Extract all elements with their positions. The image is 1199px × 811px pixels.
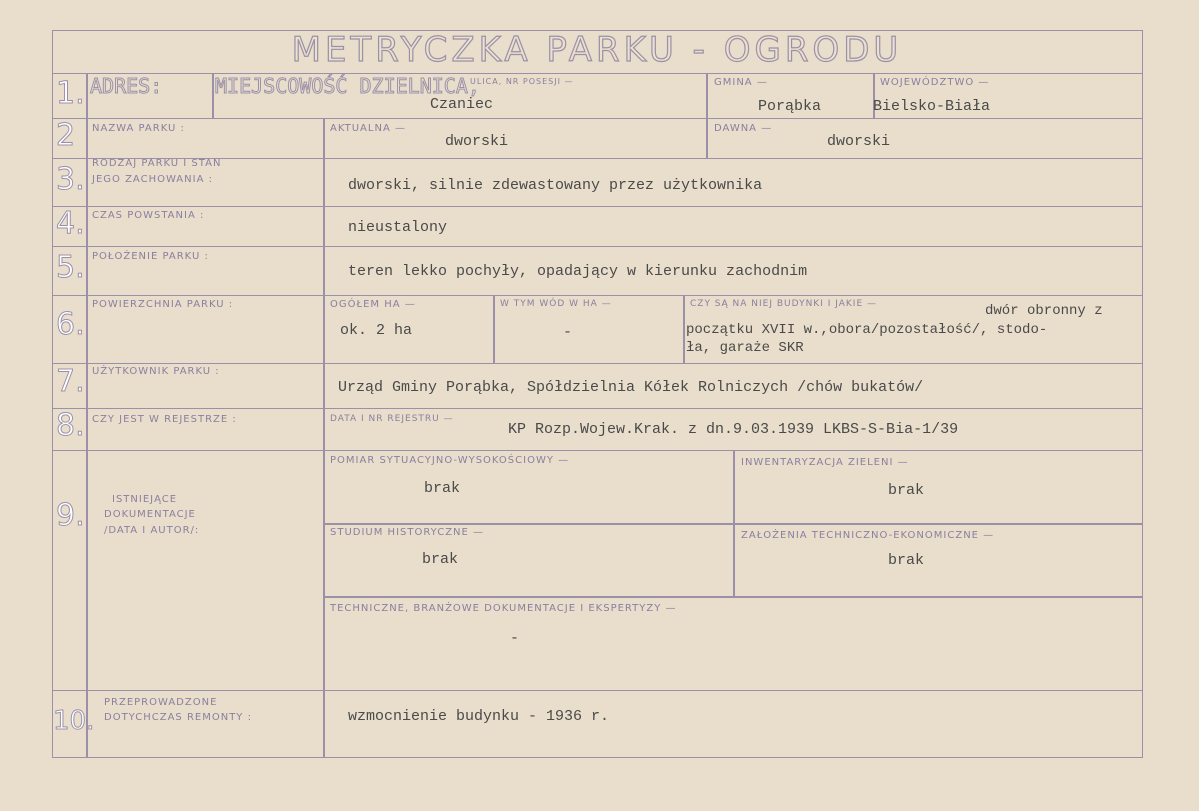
dawna-value: dworski xyxy=(827,133,891,150)
wod-value: - xyxy=(563,324,573,341)
dokumentacje-label: ISTNIEJĄCE xyxy=(112,494,178,505)
budynki-value: dwór obronny z xyxy=(985,303,1103,319)
row-number: 10. xyxy=(53,706,95,736)
rodzaj-value: dworski, silnie zdewastowany przez użytkownika xyxy=(348,177,763,194)
czas-value: nieustalony xyxy=(348,219,448,236)
dawna-label: DAWNA — xyxy=(714,123,773,134)
uzytkownik-value: Urząd Gminy Porąbka, Spółdzielnia Kółek Rolniczych /chów bukatów/ xyxy=(338,379,924,396)
rodzaj-label: RODZAJ PARKU I STAN xyxy=(92,158,222,169)
rejestr-value: KP Rozp.Wojew.Krak. z dn.9.03.1939 LKBS-S-Bia-1/39 xyxy=(508,421,959,438)
row-number: 8. xyxy=(56,408,85,443)
divider xyxy=(493,295,495,364)
wojewodztwo-label: WOJEWÓDZTWO — xyxy=(880,77,990,88)
ogolem-value: ok. 2 ha xyxy=(340,322,413,339)
techniczne-label: TECHNICZNE, BRANŻOWE DOKUMENTACJE I EKSPERTYZY — xyxy=(330,603,677,614)
inwentaryzacja-value: brak xyxy=(888,482,925,499)
row-9 xyxy=(52,450,1143,691)
budynki-value: ła, garaże SKR xyxy=(686,340,804,356)
remonty-value: wzmocnienie budynku - 1936 r. xyxy=(348,708,610,725)
budynki-label: CZY SĄ NA NIEJ BUDYNKI I JAKIE — xyxy=(690,299,877,309)
gmina-value: Porąbka xyxy=(758,98,822,115)
num-divider xyxy=(86,73,88,758)
row-number: 5. xyxy=(56,250,85,285)
row-number: 7. xyxy=(56,364,85,399)
row-number: 1. xyxy=(56,76,85,111)
studium-value: brak xyxy=(422,551,459,568)
uzytkownik-label: UŻYTKOWNIK PARKU : xyxy=(92,366,220,377)
budynki-value: początku XVII w.,obora/pozostałość/, stodo- xyxy=(686,322,1048,338)
row-number: 2 xyxy=(56,118,76,153)
pomiar-label: POMIAR SYTUACYJNO-WYSOKOŚCIOWY — xyxy=(330,455,570,466)
techniczne-value: - xyxy=(510,630,520,647)
ogolem-label: OGÓŁEM HA — xyxy=(330,299,416,310)
remonty-label: DOTYCHCZAS REMONTY : xyxy=(104,712,252,723)
aktualna-label: AKTUALNA — xyxy=(330,123,406,134)
gmina-label: GMINA — xyxy=(714,77,768,88)
miejscowosc-label: MIEJSCOWOŚĆ DZIELNICA, xyxy=(215,74,480,98)
dokumentacje-label: DOKUMENTACJE xyxy=(104,509,196,520)
inwentaryzacja-label: INWENTARYZACJA ZIELENI — xyxy=(741,457,909,468)
rodzaj-label: JEGO ZACHOWANIA : xyxy=(92,174,213,185)
rejestr-label: CZY JEST W REJESTRZE : xyxy=(92,414,237,425)
data-rejestru-label: DATA I NR REJESTRU — xyxy=(330,414,454,424)
divider xyxy=(706,73,708,159)
divider xyxy=(323,118,325,758)
row-number: 4. xyxy=(56,206,85,241)
remonty-label: PRZEPROWADZONE xyxy=(104,697,218,708)
miejscowosc-value: Czaniec xyxy=(430,96,494,113)
row-number: 6. xyxy=(56,307,85,342)
divider xyxy=(323,523,1143,525)
ulica-label: ULICA, NR POSESJI — xyxy=(470,77,574,86)
czas-label: CZAS POWSTANIA : xyxy=(92,210,205,221)
powierzchnia-label: POWIERZCHNIA PARKU : xyxy=(92,299,234,310)
divider xyxy=(212,73,214,119)
row-2 xyxy=(52,118,1143,159)
divider xyxy=(323,596,1143,598)
row-4 xyxy=(52,206,1143,247)
studium-label: STUDIUM HISTORYCZNE — xyxy=(330,527,485,538)
zalozenia-value: brak xyxy=(888,552,925,569)
zalozenia-label: ZAŁOŻENIA TECHNICZNO-EKONOMICZNE — xyxy=(741,530,995,541)
row-number: 3. xyxy=(56,162,85,197)
pomiar-value: brak xyxy=(424,480,461,497)
polozenie-label: POŁOŻENIE PARKU : xyxy=(92,251,209,262)
wojewodztwo-value: Bielsko-Biała xyxy=(873,98,991,115)
aktualna-value: dworski xyxy=(445,133,509,150)
polozenie-value: teren lekko pochyły, opadający w kierunku zachodnim xyxy=(348,263,808,280)
adres-label: ADRES: xyxy=(90,74,163,98)
dokumentacje-label: /DATA I AUTOR/: xyxy=(104,525,200,536)
row-number: 9. xyxy=(56,498,85,533)
wod-label: W TYM WÓD W HA — xyxy=(500,299,612,309)
nazwa-label: NAZWA PARKU : xyxy=(92,123,185,134)
form-title: METRYCZKA PARKU - OGRODU xyxy=(291,30,903,70)
divider xyxy=(683,295,685,364)
